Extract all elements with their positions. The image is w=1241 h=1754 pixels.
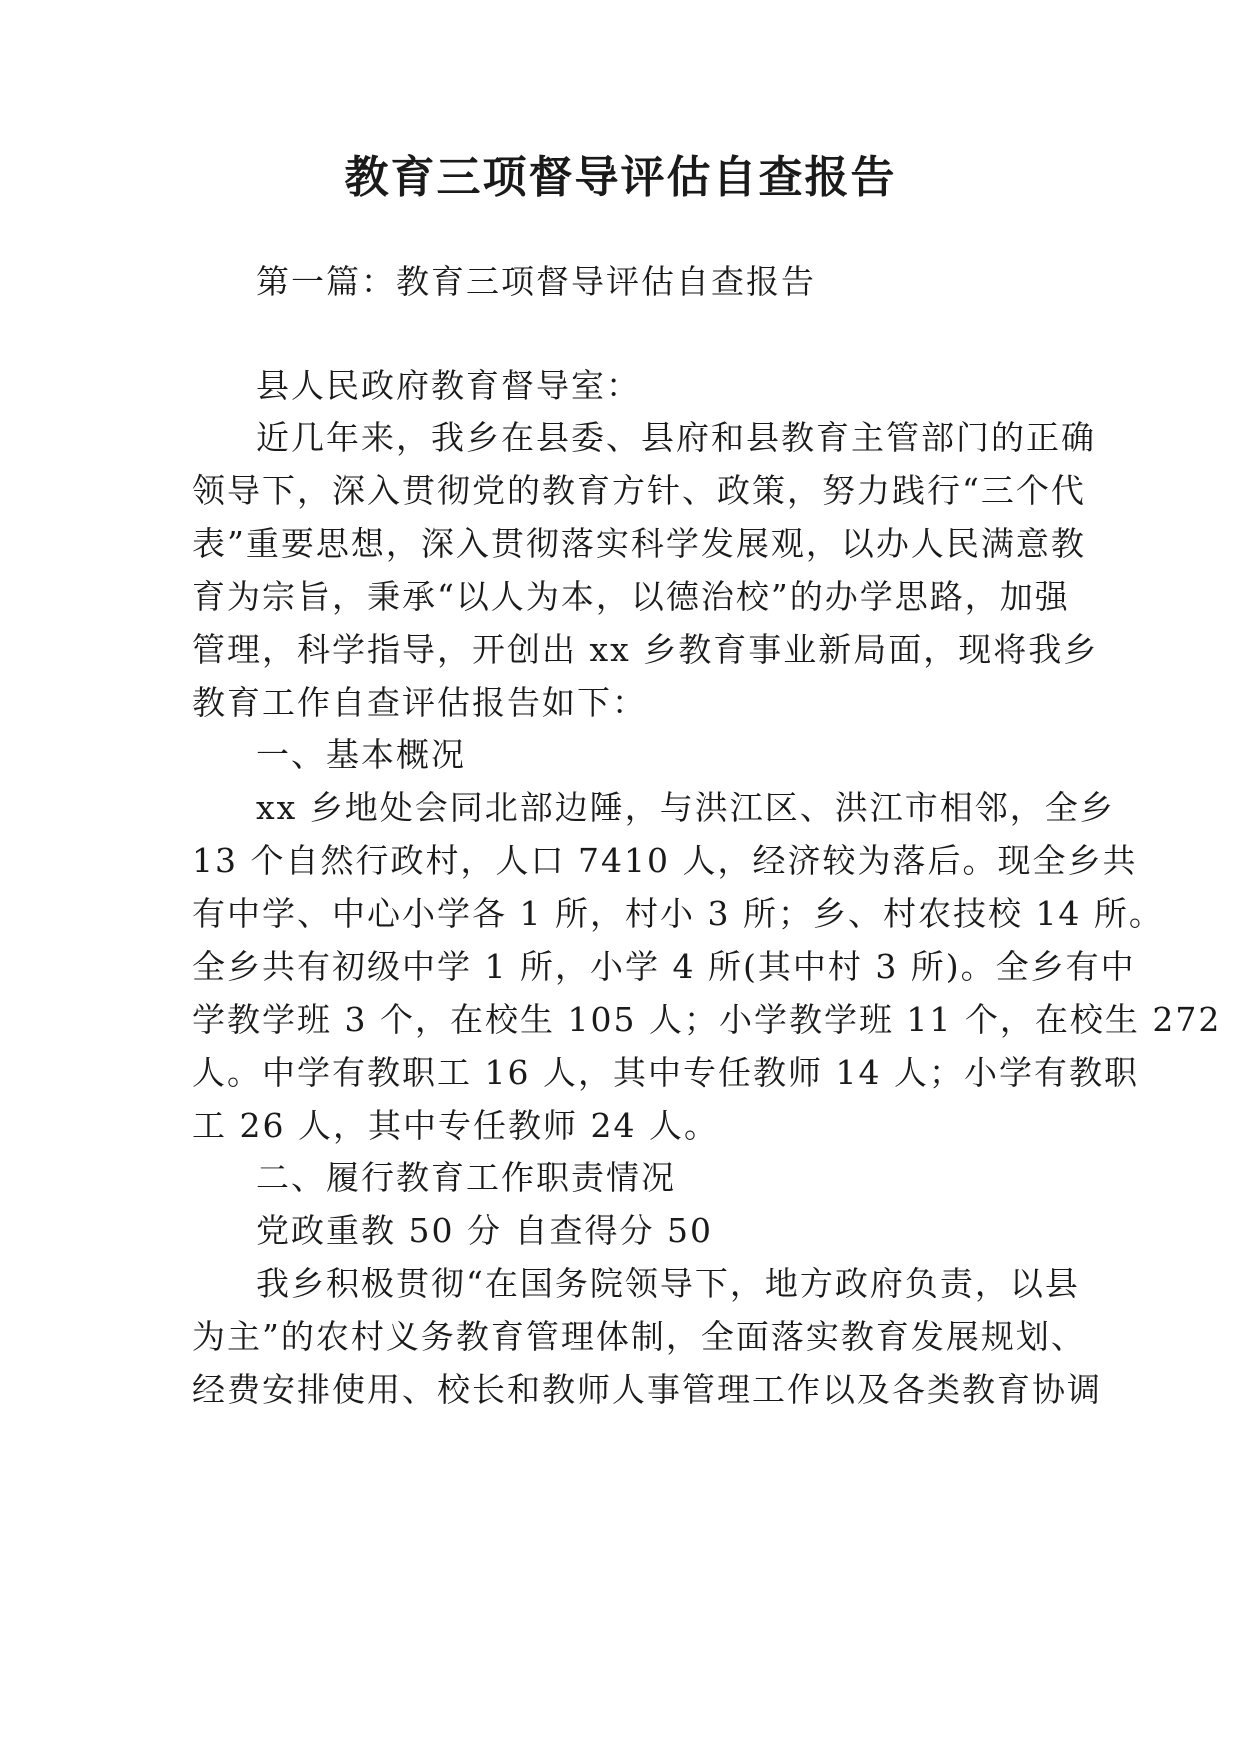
paragraph-line: 育为宗旨，秉承“以人为本，以德治校”的办学思路，加强: [192, 577, 1070, 616]
score-line: 党政重教 50 分 自查得分 50: [256, 1211, 713, 1250]
section-heading-basic-overview: 一、基本概况: [256, 735, 466, 774]
paragraph-line: xx 乡地处会同北部边陲，与洪江区、洪江市相邻，全乡: [256, 788, 1115, 827]
paragraph-line: 我乡积极贯彻“在国务院领导下，地方政府负责，以县: [256, 1264, 1080, 1303]
paragraph-line: 人。中学有教职工 16 人，其中专任教师 14 人；小学有教职: [192, 1053, 1139, 1092]
section-heading-part-one: 第一篇：教育三项督导评估自查报告: [256, 262, 816, 301]
paragraph-line: 经费安排使用、校长和教师人事管理工作以及各类教育协调: [192, 1370, 1102, 1409]
document-title: 教育三项督导评估自查报告: [344, 152, 897, 203]
paragraph-line: 有中学、中心小学各 1 所，村小 3 所；乡、村农技校 14 所。: [192, 894, 1164, 933]
paragraph-line: 教育工作自查评估报告如下：: [192, 683, 647, 722]
paragraph-line: 领导下，深入贯彻党的教育方针、政策，努力践行“三个代: [192, 471, 1086, 510]
paragraph-line: 13 个自然行政村，人口 7410 人，经济较为落后。现全乡共: [192, 841, 1138, 880]
paragraph-line: 为主”的农村义务教育管理体制，全面落实教育发展规划、: [192, 1317, 1086, 1356]
paragraph-line: 近几年来，我乡在县委、县府和县教育主管部门的正确: [256, 418, 1096, 457]
paragraph-line: 全乡共有初级中学 1 所，小学 4 所(其中村 3 所)。全乡有中: [192, 947, 1136, 986]
salutation: 县人民政府教育督导室：: [256, 366, 641, 405]
paragraph-line: 管理，科学指导，开创出 xx 乡教育事业新局面，现将我乡: [192, 630, 1099, 669]
paragraph-line: 工 26 人，其中专任教师 24 人。: [192, 1106, 719, 1145]
paragraph-line: 表”重要思想，深入贯彻落实科学发展观，以办人民满意教: [192, 524, 1086, 563]
section-heading-duties: 二、履行教育工作职责情况: [256, 1158, 676, 1197]
paragraph-line: 学教学班 3 个，在校生 105 人；小学教学班 11 个，在校生 272: [192, 1000, 1222, 1039]
